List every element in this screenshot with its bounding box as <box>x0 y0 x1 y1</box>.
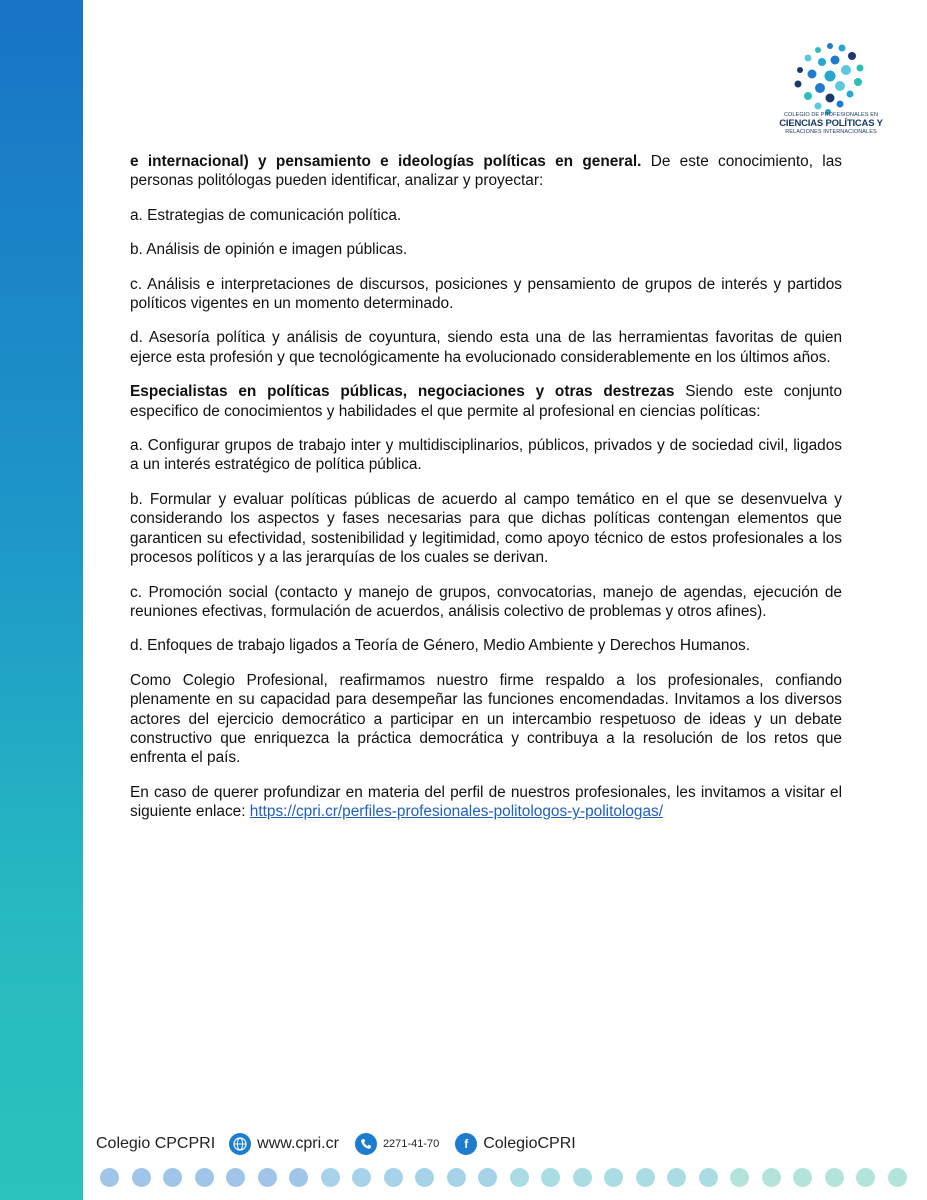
footer-dot <box>730 1168 749 1187</box>
paragraph <box>130 152 842 191</box>
footer-dot <box>825 1168 844 1187</box>
logo-line-1: COLEGIO DE PROFESIONALES EN <box>783 112 879 118</box>
footer-dot <box>447 1168 466 1187</box>
logo-dot <box>831 56 840 65</box>
decorative-dot-row <box>100 1168 920 1188</box>
footer-dot <box>478 1168 497 1187</box>
footer-phone-text: 2271-41-70 <box>382 1138 440 1150</box>
list-item <box>130 328 842 367</box>
paragraph-text: Como Colegio Profesional, reafirmamos nuestro firme respaldo a los profesionales, confiando plenamente en su capacidad para desempeñar las funciones encomendadas. Invitamos a los diversos actores del ejercicio democrático a participar en un intercambio respetuoso de ideas y un debate constructivo que enriquezca la práctica democrática y contribuya a la resolución de los retos que enfrenta el país. <box>130 671 842 767</box>
paragraph-text: Siendo este conjunto especifico de conocimientos y habilidades el que permite al profesional en ciencias políticas: <box>130 383 843 420</box>
footer-dot <box>510 1168 529 1187</box>
logo-dot <box>837 101 844 108</box>
closing-paragraph <box>130 783 842 822</box>
paragraph-bold: e internacional) y pensamiento e ideologías políticas en general. <box>130 153 642 170</box>
logo-dot <box>815 47 821 53</box>
footer-dot <box>541 1168 560 1187</box>
logo-dot <box>815 103 822 110</box>
document-body <box>130 152 842 837</box>
logo-wordmark <box>776 112 886 136</box>
footer-dot <box>415 1168 434 1187</box>
facebook-icon: f <box>455 1133 477 1155</box>
footer-phone <box>355 1133 439 1155</box>
list-item <box>130 636 842 655</box>
list-item <box>130 436 842 475</box>
footer-dot <box>573 1168 592 1187</box>
list-item <box>130 275 842 314</box>
list-item <box>130 240 842 259</box>
logo-dot <box>847 91 854 98</box>
footer-dot <box>132 1168 151 1187</box>
paragraph-text: d. Asesoría política y análisis de coyuntura, siendo esta una de las herramientas favoritas de quien ejerce esta profesión y que tecnológicamente ha evolucionado considerablemente en los últimos años. <box>130 329 842 366</box>
list-item <box>130 490 842 568</box>
logo-line-3: RELACIONES INTERNACIONALES <box>785 129 877 135</box>
logo-dot <box>815 83 825 93</box>
logo-dot <box>835 81 845 91</box>
paragraph-text: d. Enfoques de trabajo ligados a Teoría de Género, Medio Ambiente y Derechos Humanos. <box>130 637 750 655</box>
paragraph-text: c. Promoción social (contacto y manejo de grupos, convocatorias, manejo de agendas, ejecución de reuniones efectivas, formulación de acuerdos, análisis colectivo de problemas y otros afines). <box>130 583 842 620</box>
footer-dot <box>195 1168 214 1187</box>
logo-dot <box>848 52 856 60</box>
logo-dot <box>825 71 836 82</box>
profile-link[interactable]: https://cpri.cr/perfiles-profesionales-politologos-y-politologas/ <box>249 803 663 821</box>
footer-dot <box>699 1168 718 1187</box>
paragraph-text: c. Análisis e interpretaciones de discursos, posiciones y pensamiento de grupos de interés y partidos políticos vigentes en un momento determinado. <box>130 275 842 313</box>
footer-dot <box>226 1168 245 1187</box>
footer-dot <box>100 1168 119 1187</box>
footer-dot <box>636 1168 655 1187</box>
logo-line-2: CIENCIAS POLÍTICAS Y <box>779 118 883 129</box>
logo-dot <box>795 81 802 88</box>
paragraph-text: a. Configurar grupos de trabajo inter y multidisciplinarios, públicos, privados y de sociedad civil, ligados a un interés estratégico de política pública. <box>130 437 842 474</box>
paragraph-text: b. Análisis de opinión e imagen públicas. <box>130 241 408 259</box>
footer-web <box>229 1133 339 1155</box>
logo-dot <box>818 58 826 66</box>
paragraph-text: a. Estrategias de comunicación política. <box>130 206 402 224</box>
logo-dot <box>804 92 812 100</box>
paragraph-text: b. Formular y evaluar políticas públicas de acuerdo al campo temático en el que se desenvuelva y considerando los aspectos y fases necesarias para que dichas políticas contengan elementos que garanticen su efectividad, sostenibilidad y legitimidad, como apoyo técnico de estos profesionales a los procesos políticos y a las jerarquías de los cuales se derivan. <box>130 490 842 567</box>
footer-facebook <box>455 1133 575 1155</box>
footer-dot <box>856 1168 875 1187</box>
globe-icon <box>229 1133 251 1155</box>
list-item <box>130 206 842 225</box>
footer-dot <box>289 1168 308 1187</box>
phone-icon <box>355 1133 377 1155</box>
footer-dot <box>762 1168 781 1187</box>
footer-dot <box>793 1168 812 1187</box>
footer-brand: Colegio CPCPRI <box>96 1135 216 1152</box>
paragraph-text: De este conocimiento, las personas politólogas pueden identificar, analizar y proyectar: <box>130 153 842 190</box>
logo-dot <box>839 45 846 52</box>
footer-dot <box>258 1168 277 1187</box>
logo-dot <box>805 55 812 62</box>
logo-dot <box>808 70 817 79</box>
footer <box>96 1130 592 1158</box>
logo-dot <box>826 94 835 103</box>
footer-facebook-text: ColegioCPRI <box>483 1135 576 1152</box>
footer-dot <box>604 1168 623 1187</box>
left-color-bar <box>0 0 83 1200</box>
logo-dot <box>857 65 864 72</box>
footer-dot <box>163 1168 182 1187</box>
paragraph <box>130 382 842 421</box>
footer-dot <box>667 1168 686 1187</box>
paragraph <box>130 671 842 768</box>
paragraph-bold: Especialistas en políticas públicas, negociaciones y otras destrezas <box>130 383 675 401</box>
closing-text: En caso de querer profundizar en materia del perfil de nuestros profesionales, les invitamos a visitar el siguiente enlace: <box>130 783 842 821</box>
logo-dot <box>841 65 851 75</box>
footer-web-text: www.cpri.cr <box>257 1135 339 1152</box>
logo-dot <box>854 78 862 86</box>
logo-dot <box>797 67 803 73</box>
list-item <box>130 583 842 622</box>
footer-dot <box>888 1168 907 1187</box>
footer-dot <box>384 1168 403 1187</box>
footer-dot <box>352 1168 371 1187</box>
footer-dot <box>321 1168 340 1187</box>
logo-dot <box>827 43 833 49</box>
